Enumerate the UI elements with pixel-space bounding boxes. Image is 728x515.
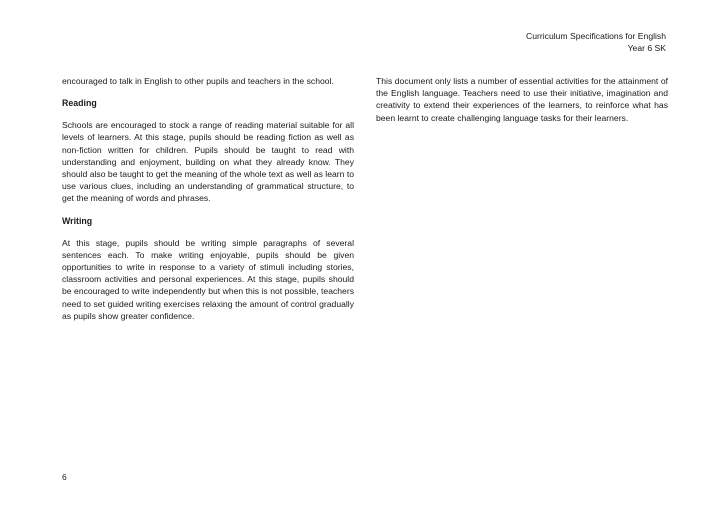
writing-heading: Writing <box>62 215 93 226</box>
reading-heading: Reading <box>62 98 97 109</box>
running-header <box>366 30 666 54</box>
writing-paragraph: At this stage, pupils should be writing simple paragraphs of several sentences each. To make writing enjoyable, pupils should be given opportunities to write in response to a variety of stimuli including stories, classroom activities and personal experiences. At this stage, pupils should be encouraged to write independently but when this is not possible, teachers need to set guided writing exercises relaxing the amount of control gradually as pupils show greater confidence. <box>62 237 354 321</box>
page-number: 6 <box>62 472 67 482</box>
left-column <box>62 75 354 332</box>
right-column <box>376 75 668 134</box>
reading-paragraph: Schools are encouraged to stock a range of reading material suitable for all levels of learners. At this stage, pupils should be reading fiction as well as non-fiction written for children. Pupils should be taught to read with understanding and enjoyment, building on what they already know. They should also be taught to get the meaning of the whole text as well as learn to use various clues, including an understanding of grammatical structure, to get the meaning of words and phrases. <box>62 120 354 204</box>
right-paragraph: This document only lists a number of essential activities for the attainment of the English language. Teachers need to use their initiative, imagination and creativity to extend their experiences of the learners, to reinforce what has been learnt to create challenging language tasks for their learners. <box>376 76 668 123</box>
header-year: Year 6 SK <box>627 43 666 53</box>
header-title: Curriculum Specifications for English <box>526 31 666 41</box>
intro-paragraph: encouraged to talk in English to other pupils and teachers in the school. <box>62 76 334 86</box>
